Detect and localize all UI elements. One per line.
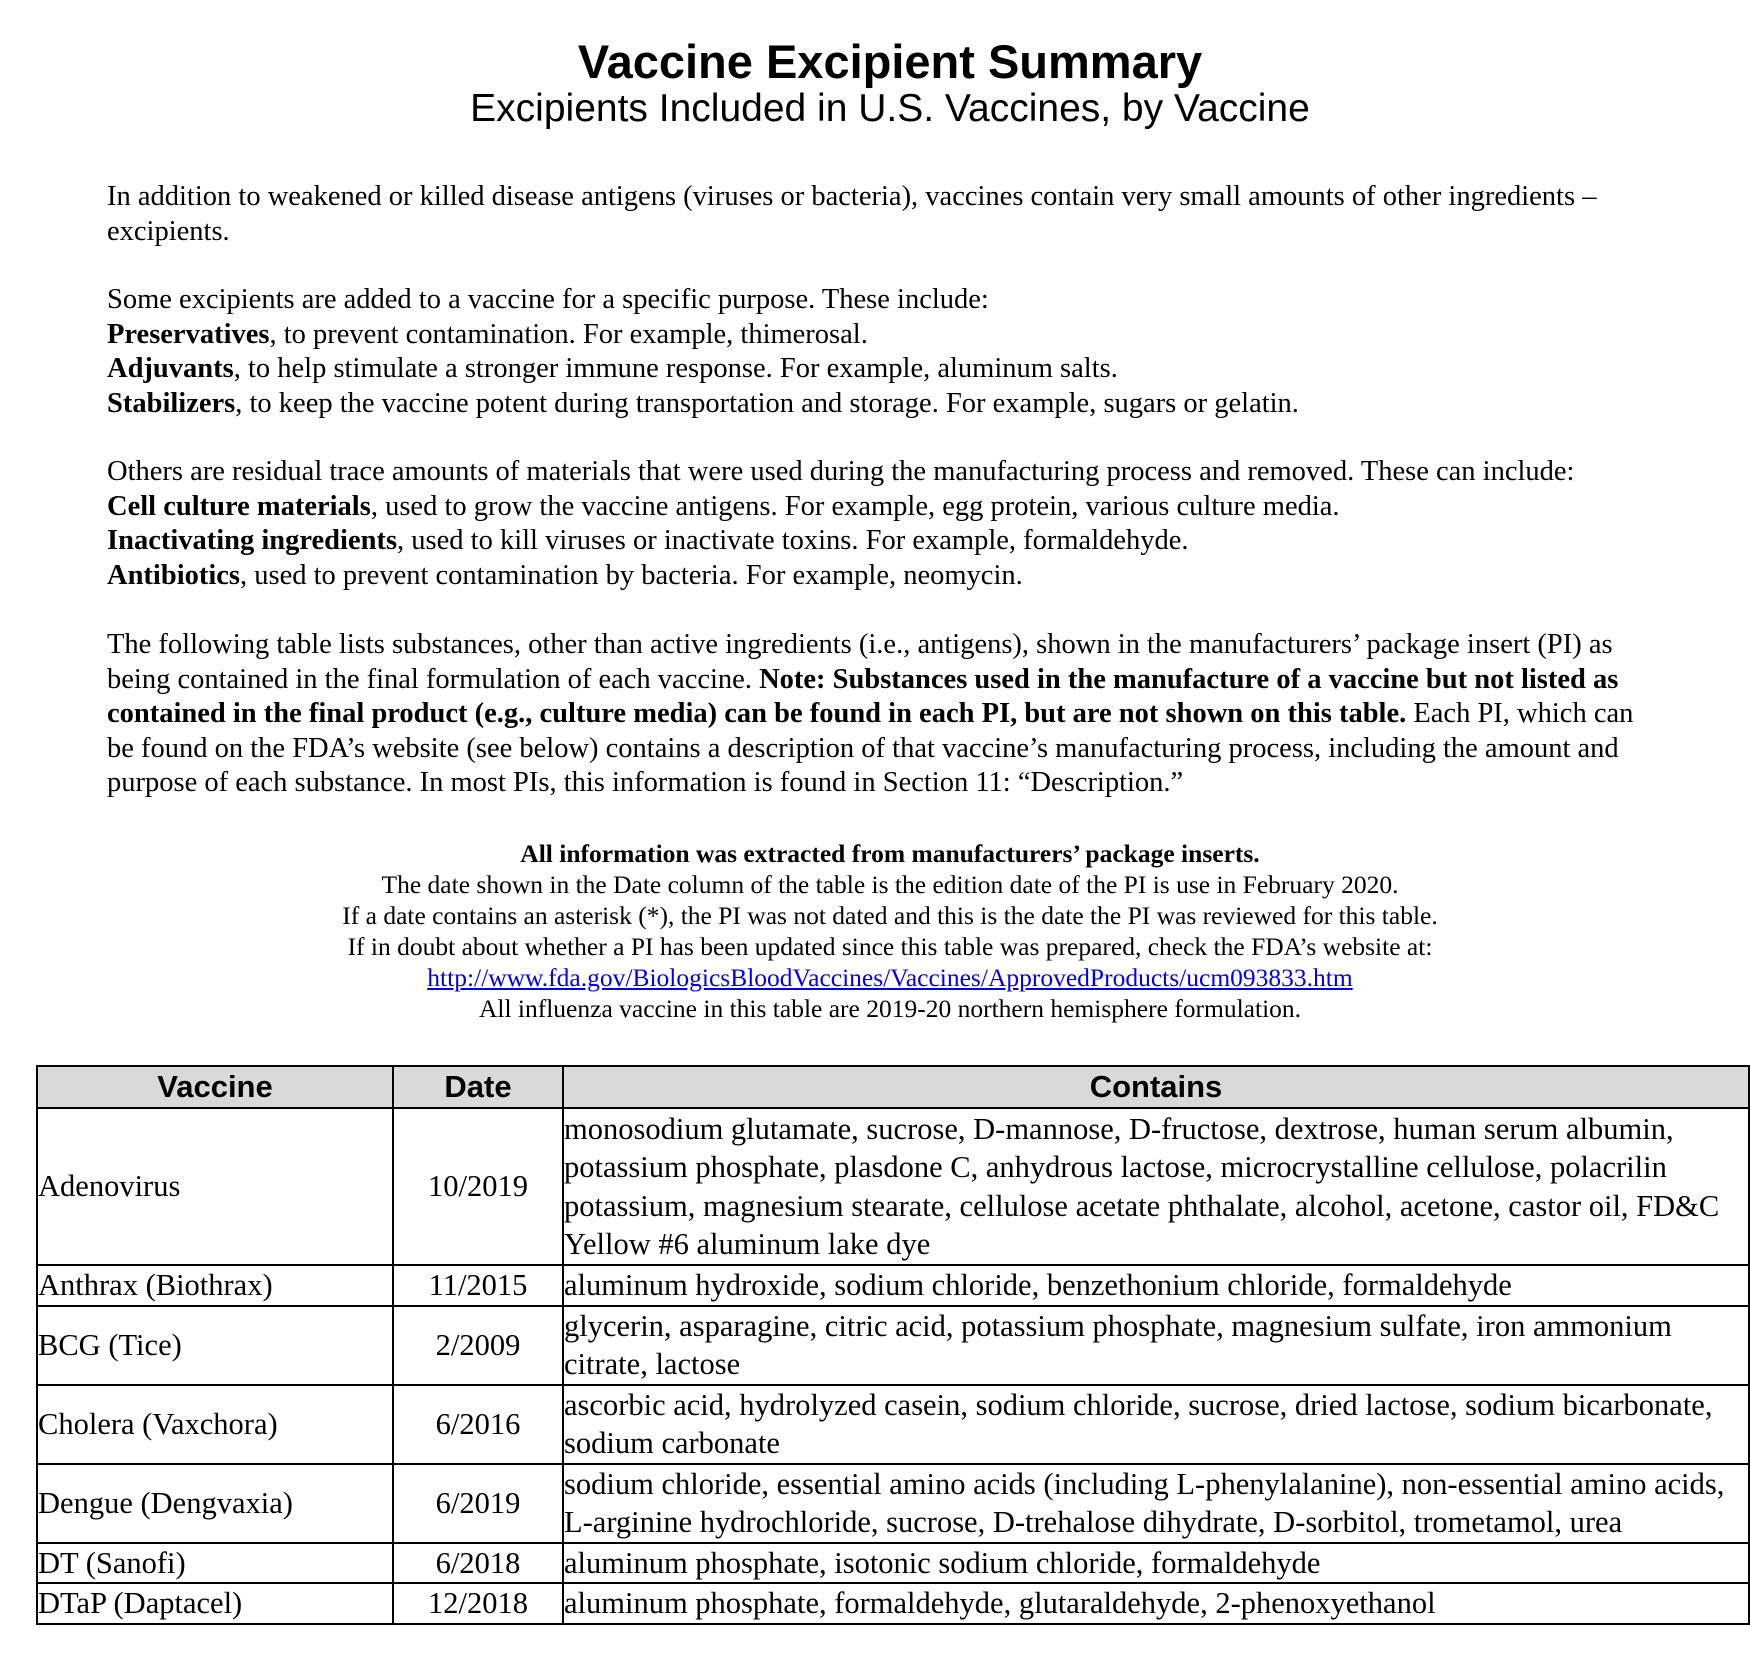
notes-line: The date shown in the Date column of the table is the edition date of the PI is use in February 2020. — [381, 870, 1399, 899]
date-cell: 11/2015 — [393, 1265, 563, 1306]
table-row — [37, 1265, 1749, 1306]
page-title: Vaccine Excipient Summary — [577, 35, 1203, 88]
date-cell: 6/2016 — [393, 1385, 563, 1464]
contains-cell: sodium chloride, essential amino acids (including L-phenylalanine), non-essential amino acids, L-arginine hydrochloride, sucrose, D-trehalose dihydrate, D-sorbitol, trometamol, urea — [563, 1464, 1749, 1543]
vaccine-cell: Dengue (Dengvaxia) — [37, 1464, 393, 1543]
explanation-text: Each PI, which can be found on the FDA’s website (see below) contains a description of that vaccine’s manufacturing process, including the amount and purpose of each substance. In most PIs, this information is found in Section 11: “Description.” — [107, 698, 1634, 798]
table-row — [37, 1108, 1749, 1265]
contains-cell: monosodium glutamate, sucrose, D-mannose, D-fructose, dextrose, human serum albumin, potassium phosphate, plasdone C, anhydrous lactose, microcrystalline cellulose, polacrilin potassium, magnesium stearate, cellulose acetate phthalate, alcohol, acetone, castor oil, FD&C Yellow #6 aluminum lake dye — [563, 1108, 1749, 1265]
purpose-desc: , to keep the vaccine potent during transportation and storage. For example, sugars or gelatin. — [235, 387, 1299, 419]
table-row — [37, 1543, 1749, 1584]
intro-paragraph-4 — [107, 628, 1667, 801]
residual-term: Cell culture materials — [107, 490, 371, 522]
column-header-date: Date — [393, 1066, 563, 1108]
contains-cell: aluminum phosphate, isotonic sodium chloride, formaldehyde — [563, 1543, 1749, 1584]
residual-desc: , used to prevent contamination by bacteria. For example, neomycin. — [240, 559, 1023, 591]
purpose-lead: Some excipients are added to a vaccine for a specific purpose. These include: — [107, 284, 989, 315]
page-subtitle: Excipients Included in U.S. Vaccines, by Vaccine — [470, 87, 1310, 130]
residual-desc: , used to kill viruses or inactivate toxins. For example, formaldehyde. — [397, 525, 1189, 556]
residual-item — [107, 559, 1667, 594]
purpose-term: Preservatives — [107, 318, 270, 350]
column-header-contains: Contains — [563, 1066, 1749, 1108]
vaccine-cell: Adenovirus — [37, 1108, 393, 1265]
residual-lead: Others are residual trace amounts of materials that were used during the manufacturing process and removed. These can include: — [107, 456, 1575, 487]
notes-line: If in doubt about whether a PI has been updated since this table was prepared, check the FDA’s website at: — [347, 932, 1433, 961]
fda-link[interactable]: http://www.fda.gov/BiologicsBloodVaccines/Vaccines/ApprovedProducts/ucm093833.htm — [427, 963, 1353, 992]
notes-line: All influenza vaccine in this table are 2019-20 northern hemisphere formulation. — [478, 994, 1302, 1023]
table-explanation — [107, 628, 1667, 801]
source-notes — [0, 838, 1750, 1024]
date-cell: 6/2019 — [393, 1464, 563, 1543]
intro-text: In addition to weakened or killed disease antigens (viruses or bacteria), vaccines contain very small amounts of other ingredients – excipients. — [107, 181, 1597, 247]
intro-paragraph-1 — [107, 180, 1667, 249]
intro-paragraph-2 — [107, 283, 1667, 421]
residual-term: Inactivating ingredients — [107, 525, 398, 556]
date-cell: 6/2018 — [393, 1543, 563, 1584]
residual-desc: , used to grow the vaccine antigens. For example, egg protein, various culture media. — [370, 490, 1340, 522]
vaccine-cell: DTaP (Daptacel) — [37, 1583, 393, 1624]
table-row — [37, 1464, 1749, 1543]
purpose-item — [107, 352, 1667, 387]
contains-cell: glycerin, asparagine, citric acid, potassium phosphate, magnesium sulfate, iron ammonium citrate, lactose — [563, 1306, 1749, 1385]
explanation-note: Note: Substances used in the manufacture of a vaccine but not listed as contained in the final product (e.g., culture media) can be found in each PI, but are not shown on this table. — [107, 663, 1619, 729]
residual-item — [107, 524, 1667, 559]
intro-paragraph-3 — [107, 455, 1667, 593]
date-cell: 2/2009 — [393, 1306, 563, 1385]
vaccine-cell: Cholera (Vaxchora) — [37, 1385, 393, 1464]
table-header-row — [37, 1066, 1749, 1108]
column-header-vaccine: Vaccine — [37, 1066, 393, 1108]
notes-heading: All information was extracted from manufacturers’ package inserts. — [520, 839, 1260, 868]
purpose-term: Stabilizers — [107, 387, 236, 419]
residual-item — [107, 490, 1667, 525]
contains-cell: aluminum hydroxide, sodium chloride, benzethonium chloride, formaldehyde — [563, 1265, 1749, 1306]
purpose-item — [107, 318, 1667, 353]
vaccine-cell: DT (Sanofi) — [37, 1543, 393, 1584]
residual-term: Antibiotics — [107, 559, 241, 591]
date-cell: 10/2019 — [393, 1108, 563, 1265]
contains-cell: aluminum phosphate, formaldehyde, glutaraldehyde, 2-phenoxyethanol — [563, 1583, 1749, 1624]
excipient-table — [36, 1065, 1750, 1625]
table-row — [37, 1385, 1749, 1464]
purpose-term: Adjuvants — [107, 353, 234, 384]
contains-cell: ascorbic acid, hydrolyzed casein, sodium chloride, sucrose, dried lactose, sodium bicarbonate, sodium carbonate — [563, 1385, 1749, 1464]
explanation-text: The following table lists substances, other than active ingredients (i.e., antigens), shown in the manufacturers’ package insert (PI) as being contained in the final formulation of each vaccine. — [107, 629, 1613, 695]
notes-line: If a date contains an asterisk (*), the PI was not dated and this is the date the PI was reviewed for this table. — [342, 901, 1438, 930]
vaccine-cell: Anthrax (Biothrax) — [37, 1265, 393, 1306]
purpose-item — [107, 387, 1667, 422]
vaccine-cell: BCG (Tice) — [37, 1306, 393, 1385]
purpose-desc: , to prevent contamination. For example, thimerosal. — [269, 318, 868, 350]
purpose-desc: , to help stimulate a stronger immune response. For example, aluminum salts. — [233, 353, 1118, 384]
table-row — [37, 1583, 1749, 1624]
table-row — [37, 1306, 1749, 1385]
date-cell: 12/2018 — [393, 1583, 563, 1624]
